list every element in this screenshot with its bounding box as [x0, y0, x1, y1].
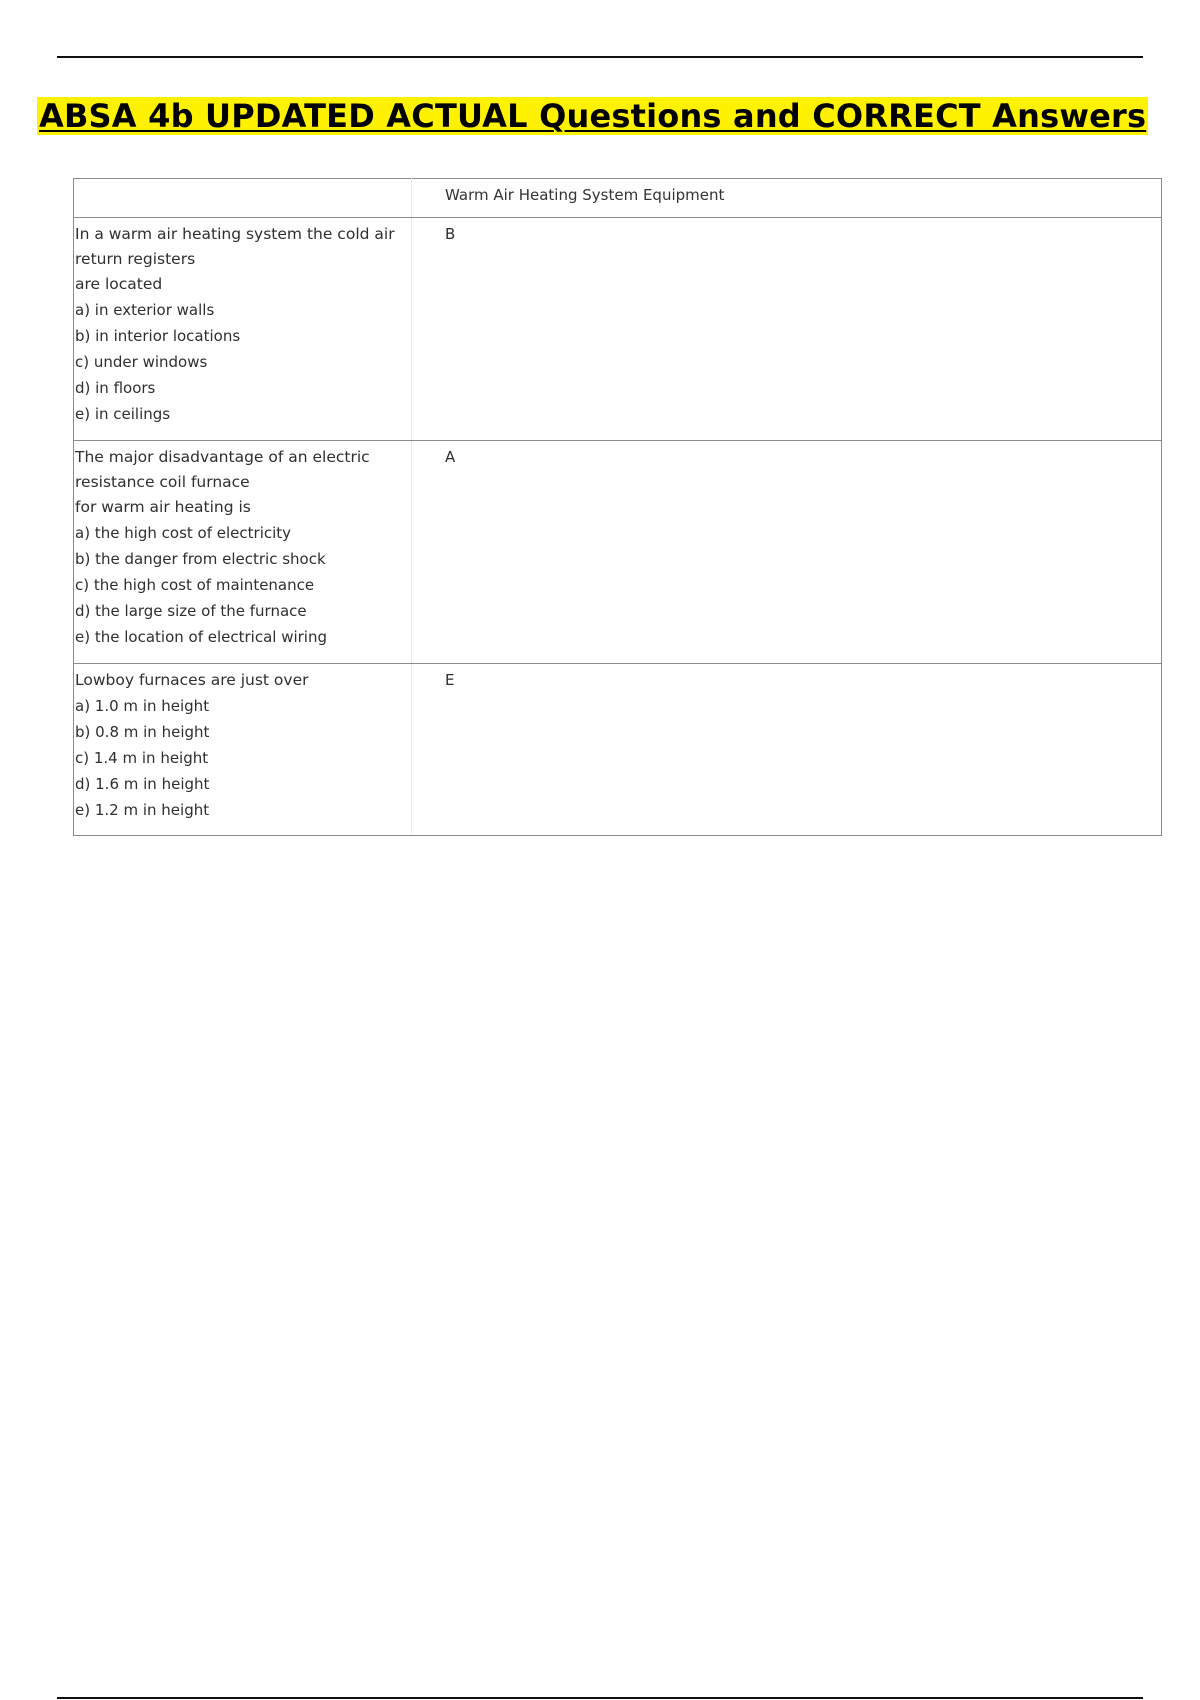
answer-option: e) in ceilings	[75, 405, 171, 423]
table-header-row	[74, 179, 1162, 218]
answer-option: b) in interior locations	[75, 327, 241, 345]
answer-option: e) 1.2 m in height	[75, 801, 210, 819]
correct-answer: A	[445, 448, 456, 466]
question-cell	[74, 664, 412, 836]
title-highlight: ABSA 4b UPDATED ACTUAL Questions and CORRECT Answers	[39, 97, 1147, 135]
answer-option: b) the danger from electric shock	[75, 550, 326, 568]
correct-answer: B	[445, 225, 456, 243]
question-cell	[74, 441, 412, 664]
table-row	[74, 218, 1162, 441]
question-cell	[74, 218, 412, 441]
qa-table	[73, 178, 1162, 836]
answer-option: a) the high cost of electricity	[75, 524, 292, 542]
table-row	[74, 664, 1162, 836]
question-stem-line: In a warm air heating system the cold air	[75, 225, 395, 243]
answer-option: c) 1.4 m in height	[75, 749, 209, 767]
top-rule	[57, 56, 1143, 58]
answer-option: b) 0.8 m in height	[75, 723, 210, 741]
header-topic-cell: Warm Air Heating System Equipment	[412, 179, 1162, 218]
document-title	[37, 96, 1148, 136]
answer-cell	[412, 441, 1162, 664]
header-question-cell	[74, 179, 412, 218]
question-stem-line: The major disadvantage of an electric	[75, 448, 370, 466]
answer-option: d) in floors	[75, 379, 156, 397]
correct-answer: E	[445, 671, 455, 689]
bottom-rule	[57, 1697, 1143, 1699]
question-stem-line: are located	[75, 275, 163, 293]
answer-option: d) 1.6 m in height	[75, 775, 210, 793]
answer-option: c) the high cost of maintenance	[75, 576, 315, 594]
answer-cell	[412, 218, 1162, 441]
question-stem-line: for warm air heating is	[75, 498, 251, 516]
answer-option: d) the large size of the furnace	[75, 602, 307, 620]
question-stem-line: resistance coil furnace	[75, 473, 250, 491]
answer-option: a) in exterior walls	[75, 301, 215, 319]
table-row	[74, 441, 1162, 664]
question-stem-line: Lowboy furnaces are just over	[75, 671, 309, 689]
answer-cell	[412, 664, 1162, 836]
answer-option: c) under windows	[75, 353, 208, 371]
answer-option: a) 1.0 m in height	[75, 697, 210, 715]
answer-option: e) the location of electrical wiring	[75, 628, 328, 646]
question-stem-line: return registers	[75, 250, 196, 268]
